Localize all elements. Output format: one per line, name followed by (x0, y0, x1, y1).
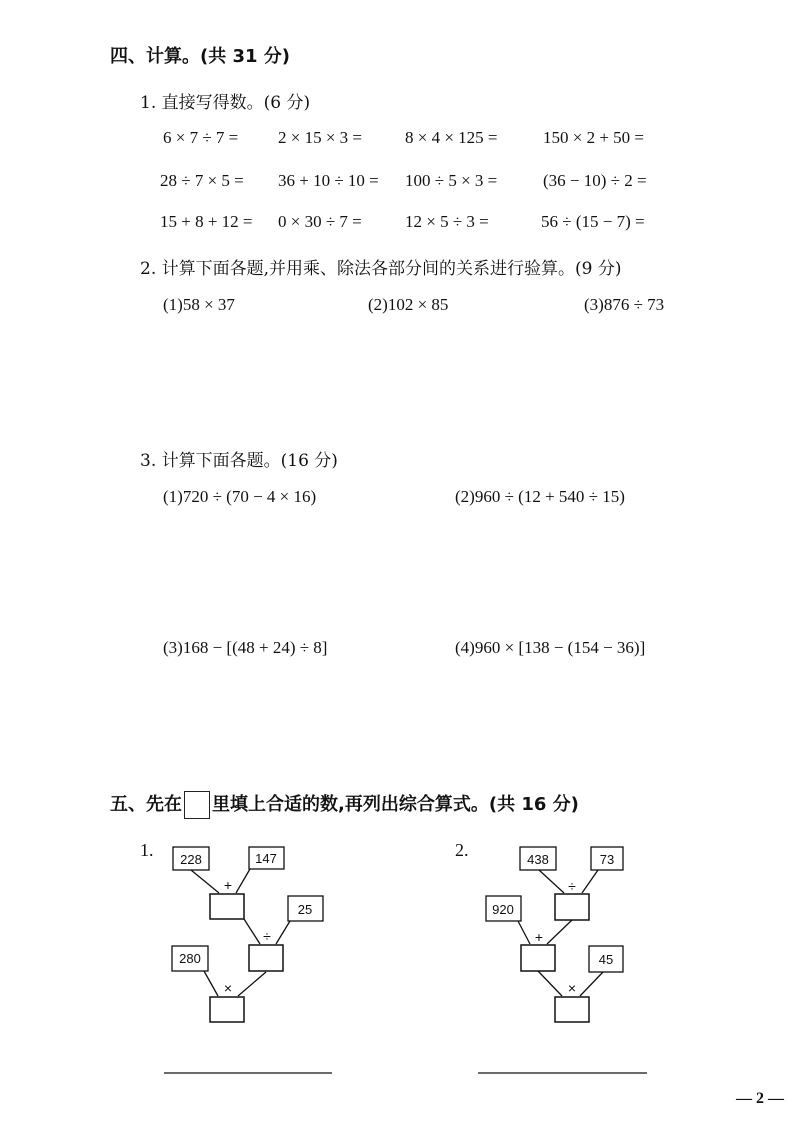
q1-expr: 56 ÷ (15 − 7) = (541, 212, 645, 231)
diagram-number: 147 (255, 851, 277, 866)
q3-item: (1)720 ÷ (70 − 4 × 16) (163, 487, 317, 506)
q1-expr: 150 × 2 + 50 = (543, 128, 645, 147)
diagram-2-label: 2. (455, 840, 469, 860)
diagram-number: 438 (527, 852, 549, 867)
q2-item: (3)876 ÷ 73 (584, 295, 665, 314)
page-number: — 2 — (736, 1090, 784, 1107)
q2-title: 2. 计算下面各题,并用乘、除法各部分间的关系进行验算。(9 分) (140, 259, 622, 279)
q3-item: (2)960 ÷ (12 + 540 ÷ 15) (455, 487, 625, 506)
diagram-number: 45 (598, 952, 614, 967)
q1-expr: 0 × 30 ÷ 7 = (278, 212, 362, 231)
answer-box[interactable] (249, 945, 283, 971)
q2-item: (2)102 × 85 (368, 295, 449, 314)
diagram-number: 73 (599, 852, 615, 867)
q1-title: 1. 直接写得数。(6 分) (140, 93, 311, 113)
section-4-title: 四、计算。(共 31 分) (110, 46, 291, 67)
q3-item: (3)168 − [(48 + 24) ÷ 8] (163, 638, 328, 657)
q1-expr: 8 × 4 × 125 = (405, 128, 498, 147)
diagram-number: 280 (179, 951, 201, 966)
answer-box[interactable] (555, 894, 589, 920)
answer-box[interactable] (210, 894, 244, 919)
q1-expr: 15 + 8 + 12 = (160, 212, 253, 231)
plus-operator: + (534, 929, 544, 945)
q3-title: 3. 计算下面各题。(16 分) (140, 451, 338, 471)
multiply-operator: × (223, 980, 233, 996)
section-5-title-prefix: 五、先在 (110, 794, 182, 815)
diagram-1-label: 1. (140, 840, 154, 860)
divide-operator: ÷ (263, 928, 271, 944)
q1-expr: 6 × 7 ÷ 7 = (163, 128, 239, 147)
plus-operator: + (223, 877, 233, 893)
q1-expr: (36 − 10) ÷ 2 = (543, 171, 647, 190)
diagram-number: 25 (297, 902, 313, 917)
q1-expr: 28 ÷ 7 × 5 = (160, 171, 244, 190)
section-5-title-suffix: 里填上合适的数,再列出综合算式。(共 16 分) (212, 794, 579, 815)
diagram-number: 920 (492, 902, 514, 917)
q3-item: (4)960 × [138 − (154 − 36)] (455, 638, 646, 657)
q1-expr: 12 × 5 ÷ 3 = (405, 212, 489, 231)
q1-expr: 36 + 10 ÷ 10 = (278, 171, 379, 190)
divide-operator: ÷ (568, 878, 576, 894)
diagram-number: 228 (180, 852, 202, 867)
multiply-operator: × (567, 980, 577, 996)
q2-item: (1)58 × 37 (163, 295, 235, 314)
q1-expr: 100 ÷ 5 × 3 = (405, 171, 498, 190)
answer-box[interactable] (521, 945, 555, 971)
q1-expr: 2 × 15 × 3 = (278, 128, 363, 147)
answer-box[interactable] (555, 997, 589, 1022)
answer-box[interactable] (210, 997, 244, 1022)
